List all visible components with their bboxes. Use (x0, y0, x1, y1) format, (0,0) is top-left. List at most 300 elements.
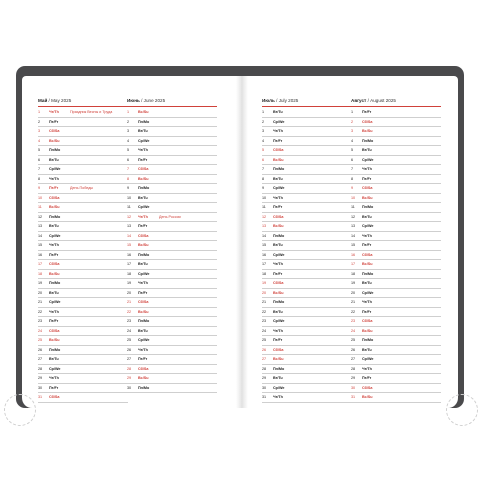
weekday-label: Ср/We (273, 385, 285, 390)
day-row (127, 270, 217, 280)
weekday-label: Пт/Fr (273, 138, 283, 143)
weekday-label: Ср/We (362, 224, 374, 228)
day-row (351, 327, 441, 337)
day-row (127, 374, 217, 384)
month-july (262, 98, 352, 403)
day-row (38, 346, 128, 356)
day-row (38, 393, 128, 403)
weekday-label: Чт/Th (273, 262, 283, 266)
weekday-label: Чт/Th (273, 395, 283, 399)
weekday-label: Ср/We (138, 138, 150, 143)
weekday-label: Пт/Fr (273, 338, 283, 342)
day-row (262, 393, 352, 403)
weekday-label: Пт/Fr (362, 376, 372, 380)
day-row (127, 298, 217, 308)
weekday-label: Вт/Tu (273, 176, 283, 181)
day-number: 3 (38, 129, 41, 133)
day-row (262, 156, 352, 166)
day-row (262, 289, 352, 299)
weekday-label: Ср/We (138, 205, 150, 209)
day-number: 6 (127, 157, 130, 162)
day-row (351, 165, 441, 175)
weekday-label: Пт/Fr (273, 205, 283, 209)
day-row (127, 355, 217, 365)
day-number: 7 (262, 167, 265, 171)
day-row (38, 137, 128, 147)
month-title: Июнь / June 2025 (127, 98, 166, 103)
month-divider (262, 106, 352, 107)
day-row (351, 213, 441, 223)
day-row (351, 108, 441, 118)
weekday-label: Вс/Su (138, 309, 149, 314)
day-number: 28 (262, 366, 267, 371)
day-row (127, 317, 217, 327)
weekday-label: Вт/Tu (49, 357, 59, 361)
day-row (38, 213, 128, 223)
day-row (351, 175, 441, 185)
weekday-label: Пн/Mo (273, 167, 285, 171)
weekday-label: Ср/We (138, 338, 150, 342)
day-number: 17 (38, 262, 43, 266)
day-number: 17 (351, 262, 356, 266)
day-number: 8 (38, 176, 41, 181)
day-row (38, 384, 128, 394)
day-row (351, 251, 441, 261)
weekday-label: Чт/Th (273, 195, 283, 200)
day-number: 14 (262, 233, 267, 238)
day-number: 28 (351, 366, 356, 371)
weekday-label: Чт/Th (273, 129, 283, 133)
day-row (262, 184, 352, 194)
day-row (262, 137, 352, 147)
day-row (262, 127, 352, 137)
day-number: 9 (38, 186, 41, 190)
day-number: 10 (351, 195, 356, 200)
day-number: 7 (351, 167, 354, 171)
month-divider (127, 106, 217, 107)
weekday-label: Вс/Su (49, 138, 60, 143)
day-row (262, 203, 352, 213)
day-row (262, 213, 352, 223)
weekday-label: Вс/Su (273, 224, 284, 228)
day-number: 12 (262, 214, 267, 219)
day-number: 14 (38, 233, 43, 238)
day-row (38, 108, 128, 118)
weekday-label: Чт/Th (49, 309, 59, 314)
weekday-label: Пн/Mo (49, 148, 61, 152)
weekday-label: Сб/Sa (49, 129, 60, 133)
weekday-label: Вт/Tu (362, 214, 372, 219)
day-number: 31 (262, 395, 267, 399)
weekday-label: Вт/Tu (362, 347, 372, 352)
day-row (38, 146, 128, 156)
day-number: 15 (351, 243, 356, 247)
day-number: 8 (127, 176, 130, 181)
weekday-label: Вс/Su (138, 110, 149, 114)
day-number: 1 (127, 110, 130, 114)
weekday-label: Пт/Fr (138, 157, 148, 162)
weekday-label: Пт/Fr (362, 309, 372, 314)
day-number: 21 (262, 300, 267, 304)
weekday-label: Вт/Tu (138, 262, 148, 266)
day-number: 16 (38, 252, 43, 257)
month-title: Июль / July 2025 (262, 98, 299, 103)
holiday-label: День Победы (70, 186, 94, 190)
weekday-label: Сб/Sa (273, 281, 284, 285)
day-row (351, 222, 441, 232)
day-row (262, 374, 352, 384)
day-row (262, 232, 352, 242)
weekday-label: Чт/Th (49, 110, 59, 114)
weekday-label: Чт/Th (49, 376, 59, 380)
weekday-label: Ср/We (49, 233, 61, 238)
weekday-label: Чт/Th (49, 243, 59, 247)
day-number: 14 (351, 233, 356, 238)
day-number: 16 (351, 252, 356, 257)
day-row (127, 175, 217, 185)
day-number: 8 (262, 176, 265, 181)
day-number: 9 (127, 186, 130, 190)
day-number: 10 (262, 195, 267, 200)
day-list (38, 108, 128, 403)
day-number: 21 (351, 300, 356, 304)
weekday-label: Пн/Mo (362, 338, 374, 342)
weekday-label: Сб/Sa (138, 233, 149, 238)
day-number: 22 (262, 309, 267, 314)
day-number: 17 (127, 262, 132, 266)
day-row (351, 118, 441, 128)
weekday-label: Чт/Th (138, 347, 148, 352)
day-number: 31 (38, 395, 43, 399)
right-corner-mark (446, 394, 478, 426)
day-number: 13 (38, 224, 43, 228)
day-row (351, 184, 441, 194)
weekday-label: Пт/Fr (49, 252, 59, 257)
day-row (351, 289, 441, 299)
day-row (38, 232, 128, 242)
month-divider (38, 106, 128, 107)
day-number: 29 (351, 376, 356, 380)
day-number: 24 (262, 328, 267, 333)
day-number: 13 (127, 224, 132, 228)
weekday-label: Пт/Fr (49, 385, 59, 390)
day-number: 3 (127, 129, 130, 133)
day-row (38, 298, 128, 308)
day-number: 5 (351, 148, 354, 152)
day-number: 30 (38, 385, 43, 390)
day-number: 2 (262, 119, 265, 124)
day-number: 24 (127, 328, 132, 333)
day-row (351, 156, 441, 166)
day-number: 16 (262, 252, 267, 257)
weekday-label: Вс/Su (273, 357, 284, 361)
day-number: 20 (38, 290, 43, 295)
day-number: 5 (38, 148, 41, 152)
weekday-label: Сб/Sa (138, 167, 149, 171)
day-number: 4 (262, 138, 265, 143)
day-row (351, 298, 441, 308)
day-row (351, 137, 441, 147)
day-row (38, 175, 128, 185)
day-number: 10 (38, 195, 43, 200)
day-row (38, 270, 128, 280)
day-number: 7 (38, 167, 41, 171)
day-row (38, 289, 128, 299)
day-number: 12 (38, 214, 43, 219)
weekday-label: Пт/Fr (273, 271, 283, 276)
day-number: 18 (262, 271, 267, 276)
day-row (262, 365, 352, 375)
day-row (127, 308, 217, 318)
weekday-label: Вс/Su (362, 262, 373, 266)
day-number: 1 (351, 110, 354, 114)
day-row (351, 374, 441, 384)
day-row (127, 251, 217, 261)
day-row (351, 194, 441, 204)
day-row (262, 270, 352, 280)
day-row (262, 384, 352, 394)
day-list (262, 108, 352, 403)
day-row (127, 346, 217, 356)
day-row (127, 222, 217, 232)
day-row (38, 279, 128, 289)
weekday-label: Вс/Su (138, 176, 149, 181)
day-number: 22 (38, 309, 43, 314)
day-row (38, 156, 128, 166)
day-row (38, 260, 128, 270)
day-row (351, 241, 441, 251)
day-row (351, 355, 441, 365)
weekday-label: Сб/Sa (362, 385, 373, 390)
weekday-label: Пн/Mo (49, 214, 61, 219)
day-number: 27 (351, 357, 356, 361)
weekday-label: Сб/Sa (49, 328, 60, 333)
weekday-label: Пн/Mo (273, 233, 285, 238)
weekday-label: Вс/Su (273, 290, 284, 295)
day-list (351, 108, 441, 403)
day-row (262, 118, 352, 128)
weekday-label: Пн/Mo (362, 271, 374, 276)
day-number: 29 (38, 376, 43, 380)
month-divider (351, 106, 441, 107)
day-number: 18 (38, 271, 43, 276)
day-number: 5 (127, 148, 130, 152)
day-row (262, 317, 352, 327)
weekday-label: Чт/Th (362, 233, 372, 238)
day-row (38, 251, 128, 261)
day-number: 27 (38, 357, 43, 361)
day-row (127, 213, 217, 223)
day-row (38, 317, 128, 327)
day-list (127, 108, 217, 393)
weekday-label: Сб/Sa (138, 366, 149, 371)
weekday-label: Вс/Su (49, 205, 60, 209)
weekday-label: Пт/Fr (362, 243, 372, 247)
weekday-label: Пн/Mo (362, 138, 374, 143)
day-row (38, 365, 128, 375)
weekday-label: Вс/Su (138, 376, 149, 380)
day-number: 25 (351, 338, 356, 342)
weekday-label: Вт/Tu (362, 281, 372, 285)
day-number: 4 (127, 138, 130, 143)
weekday-label: Сб/Sa (362, 186, 373, 190)
day-row (38, 327, 128, 337)
day-row (38, 165, 128, 175)
day-row (127, 232, 217, 242)
weekday-label: Вс/Su (138, 243, 149, 247)
weekday-label: Ср/We (273, 319, 285, 323)
weekday-label: Пн/Mo (49, 347, 61, 352)
day-number: 23 (127, 319, 132, 323)
weekday-label: Чт/Th (49, 176, 59, 181)
day-number: 26 (127, 347, 132, 352)
day-row (38, 127, 128, 137)
day-number: 9 (351, 186, 354, 190)
weekday-label: Пт/Fr (138, 224, 148, 228)
day-number: 21 (127, 300, 132, 304)
month-june (127, 98, 217, 393)
day-row (351, 279, 441, 289)
day-number: 2 (351, 119, 354, 124)
weekday-label: Сб/Sa (273, 347, 284, 352)
day-row (351, 146, 441, 156)
day-row (38, 374, 128, 384)
day-row (127, 384, 217, 394)
day-row (38, 336, 128, 346)
day-number: 26 (38, 347, 43, 352)
day-number: 11 (351, 205, 355, 209)
day-number: 4 (38, 138, 41, 143)
month-august (351, 98, 441, 403)
holiday-label: Праздник Весны и Труда (70, 110, 113, 114)
day-number: 2 (38, 119, 41, 124)
weekday-label: Сб/Sa (273, 214, 284, 219)
day-number: 25 (127, 338, 132, 342)
day-number: 3 (351, 129, 354, 133)
day-number: 19 (38, 281, 43, 285)
weekday-label: Ср/We (362, 290, 374, 295)
weekday-label: Вс/Su (362, 195, 373, 200)
day-row (127, 289, 217, 299)
weekday-label: Вт/Tu (138, 195, 148, 200)
day-row (38, 203, 128, 213)
day-row (38, 241, 128, 251)
weekday-label: Чт/Th (138, 214, 148, 219)
weekday-label: Сб/Sa (362, 319, 373, 323)
weekday-label: Ср/We (273, 119, 285, 124)
day-number: 13 (351, 224, 356, 228)
weekday-label: Вт/Tu (273, 376, 283, 380)
weekday-label: Пт/Fr (362, 176, 372, 181)
day-row (351, 393, 441, 403)
weekday-label: Чт/Th (362, 366, 372, 371)
month-title: Август / August 2025 (351, 98, 396, 103)
day-number: 30 (127, 385, 132, 390)
left-corner-mark (4, 394, 36, 426)
day-row (262, 355, 352, 365)
day-number: 31 (351, 395, 356, 399)
weekday-label: Вт/Tu (138, 328, 148, 333)
day-row (262, 194, 352, 204)
day-row (38, 194, 128, 204)
day-row (351, 336, 441, 346)
day-number: 22 (351, 309, 356, 314)
weekday-label: Вт/Tu (362, 148, 372, 152)
day-number: 15 (262, 243, 267, 247)
weekday-label: Пн/Mo (138, 186, 150, 190)
day-number: 11 (38, 205, 42, 209)
weekday-label: Пн/Mo (273, 366, 285, 371)
day-number: 25 (262, 338, 267, 342)
day-number: 19 (127, 281, 132, 285)
weekday-label: Вт/Tu (273, 110, 283, 114)
day-row (127, 279, 217, 289)
day-row (127, 156, 217, 166)
day-row (127, 118, 217, 128)
weekday-label: Пт/Fr (138, 357, 148, 361)
day-row (262, 260, 352, 270)
day-number: 1 (38, 110, 41, 114)
weekday-label: Ср/We (49, 167, 61, 171)
day-row (38, 184, 128, 194)
weekday-label: Вс/Su (362, 129, 373, 133)
weekday-label: Пн/Mo (138, 252, 150, 257)
weekday-label: Чт/Th (138, 281, 148, 285)
day-row (127, 137, 217, 147)
day-number: 26 (351, 347, 356, 352)
day-number: 23 (351, 319, 356, 323)
day-number: 17 (262, 262, 267, 266)
day-row (262, 308, 352, 318)
day-number: 18 (127, 271, 132, 276)
weekday-label: Сб/Sa (49, 262, 60, 266)
weekday-label: Пн/Mo (138, 119, 150, 124)
weekday-label: Вт/Tu (49, 290, 59, 295)
day-number: 28 (127, 366, 132, 371)
day-row (262, 279, 352, 289)
day-row (351, 365, 441, 375)
weekday-label: Пт/Fr (362, 110, 372, 114)
weekday-label: Пт/Fr (49, 186, 59, 190)
weekday-label: Сб/Sa (49, 195, 60, 200)
weekday-label: Пт/Fr (49, 119, 59, 124)
day-row (351, 308, 441, 318)
weekday-label: Пн/Mo (362, 205, 374, 209)
weekday-label: Вт/Tu (273, 243, 283, 247)
weekday-label: Пн/Mo (138, 319, 150, 323)
day-row (127, 260, 217, 270)
day-number: 30 (351, 385, 356, 390)
day-row (351, 270, 441, 280)
day-row (262, 165, 352, 175)
weekday-label: Пн/Mo (273, 300, 285, 304)
day-row (262, 241, 352, 251)
day-row (127, 336, 217, 346)
weekday-label: Пт/Fr (138, 290, 148, 295)
day-number: 9 (262, 186, 265, 190)
day-number: 25 (38, 338, 43, 342)
day-number: 29 (127, 376, 132, 380)
day-number: 26 (262, 347, 267, 352)
day-row (262, 346, 352, 356)
day-number: 6 (38, 157, 41, 162)
weekday-label: Чт/Th (273, 328, 283, 333)
weekday-label: Чт/Th (362, 167, 372, 171)
day-number: 18 (351, 271, 356, 276)
weekday-label: Вт/Tu (273, 309, 283, 314)
day-row (127, 194, 217, 204)
weekday-label: Чт/Th (362, 300, 372, 304)
